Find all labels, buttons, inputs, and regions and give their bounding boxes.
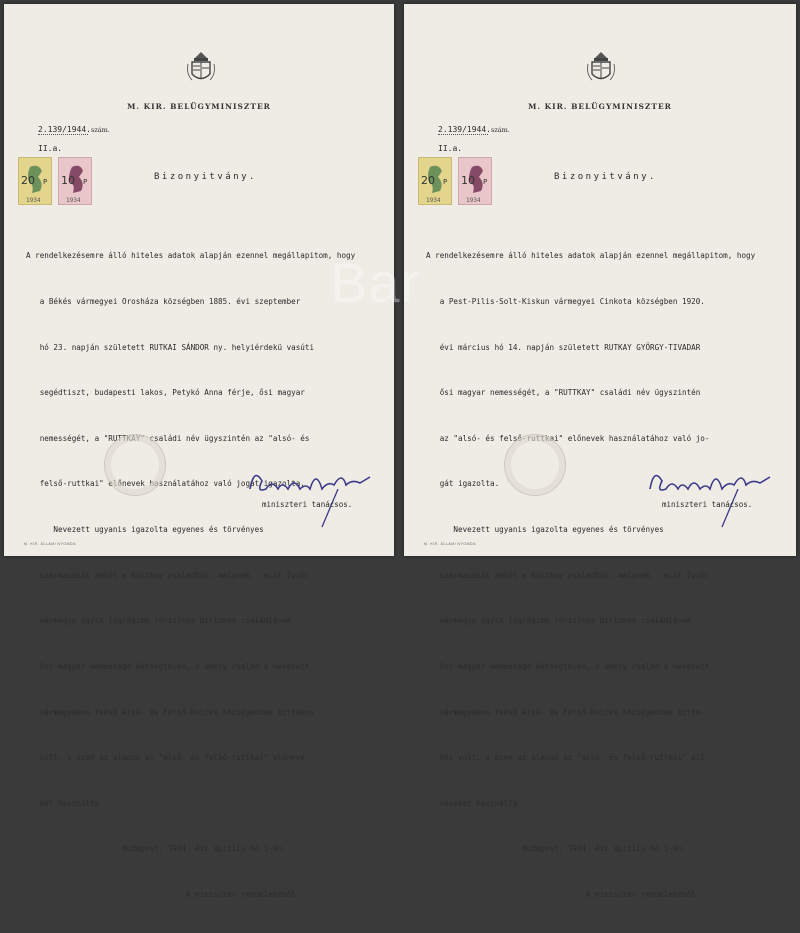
reference-number: 2.139/1944.szám.: [38, 125, 110, 134]
body-line: kos volt, s ezen az alapon az "alsó- és felső-ruttkai" elő-: [426, 753, 710, 763]
stamp-year: 1934: [66, 197, 81, 204]
watermark: Bar: [330, 251, 421, 314]
body-line: ősi magyar nemessége kétségtelen, s amely család a nevezett: [26, 661, 310, 671]
body-line: neveket használta.: [426, 798, 523, 808]
embossed-seal: [504, 434, 566, 496]
stamp-value: 10: [461, 174, 475, 187]
embossed-seal: [104, 434, 166, 496]
signatory-title: miniszteri tanácsos.: [662, 500, 753, 509]
document-title: Bizonyitvány.: [154, 172, 257, 182]
stamp-value: 10: [61, 174, 75, 187]
department-code: II.a.: [38, 144, 63, 153]
revenue-stamp-10p: [58, 157, 92, 205]
document-body: [426, 218, 796, 933]
stamp-unit: P: [443, 178, 448, 186]
body-line: vármegye egyik legrégibb törzsökös birtokos családjának -: [26, 616, 301, 626]
body-line: A rendelkezésemre álló hiteles adatok alapján ezennel megállapitom, hogy: [26, 251, 356, 261]
body-line: felső-ruttkai" előnevek használatához való jogát igazolta.: [26, 479, 305, 489]
body-line: nemességét, a "RUTTKAY" családi név ügyszintén az "alsó- és: [26, 433, 310, 443]
coat-of-arms-icon: [186, 50, 216, 86]
handwritten-signature: [642, 459, 782, 529]
stamp-unit: P: [83, 178, 88, 186]
handwritten-signature: [242, 459, 382, 529]
printer-mark: M. KIR. ÁLLAMI NYOMDA: [24, 542, 76, 546]
stamp-value: 20: [421, 174, 435, 187]
stamp-value: 20: [21, 174, 35, 187]
ministry-header: M. KIR. BELÜGYMINISZTER: [127, 102, 271, 111]
stamp-year: 1934: [426, 197, 441, 204]
department-code: II.a.: [438, 144, 463, 153]
document-page-right: [404, 4, 796, 899]
body-line: vármegye egyik legrégibb törzsökös birtokos családjának -: [426, 616, 701, 626]
document-title: Bizonyitvány.: [554, 172, 657, 182]
body-line: volt, s ezen az alapon az "alsó- és felső-ruttkai" előneve-: [26, 753, 310, 763]
body-line: A miniszter rendeletéből:: [26, 889, 301, 899]
document-body: [26, 218, 396, 933]
document-page-left: [4, 4, 394, 899]
stamp-unit: P: [483, 178, 488, 186]
body-line: ősi magyar nemességét, a "RUTTKAY" családi név ügyszintén: [426, 388, 701, 398]
body-line: Nevezett ugyanis igazolta egyenes és törvényes: [426, 525, 664, 535]
revenue-stamp-10p: [458, 157, 492, 205]
body-line: vármegyében fekvő Alsó- és Felső-Ruttka községekben birtokos: [26, 707, 315, 717]
revenue-stamp-20p: [418, 157, 452, 205]
revenue-stamp-20p: [18, 157, 52, 205]
signatory-title: miniszteri tanácsos.: [262, 500, 353, 509]
body-line: A miniszter rendeletéből:: [426, 889, 701, 899]
printer-mark: M. KIR. ÁLLAMI NYOMDA: [424, 542, 476, 546]
body-line: vármegyében fekvő Alsó- és Felső-Ruttka községekben birto-: [426, 707, 705, 717]
reference-number: 2.139/1944.szám.: [438, 125, 510, 134]
body-line: hó 23. napján született RUTKAI SÁNDOR ny. helyiérdekü vasúti: [26, 342, 315, 352]
coat-of-arms-icon: [586, 50, 616, 86]
body-line: származását abból a Ruttkay családból, melynek - mint Turóc: [426, 570, 710, 580]
body-line: származását abból a Ruttkay családból, melynek - mint Turóc: [26, 570, 310, 580]
body-line: Budapest, 1944. évi április hó 1-én.: [426, 844, 687, 854]
ministry-header: M. KIR. BELÜGYMINISZTER: [528, 102, 672, 111]
body-line: a Békés vármegyei Orosháza községben 1885. évi szeptember: [26, 297, 301, 307]
body-line: Budapest, 1944. évi április hó 1-én.: [26, 844, 287, 854]
stamp-unit: P: [43, 178, 48, 186]
stamp-year: 1934: [26, 197, 41, 204]
body-line: ket használta.: [26, 798, 104, 808]
body-line: a Pest-Pilis-Solt-Kiskun vármegyei Cinkota községben 1920.: [426, 297, 705, 307]
body-line: gát igazolta.: [426, 479, 500, 489]
body-line: A rendelkezésemre álló hiteles adatok alapján ezennel megállapitom, hogy: [426, 251, 756, 261]
body-line: ősi magyar nemessége kétségtelen, s amely család a nevezett: [426, 661, 710, 671]
stamp-year: 1934: [466, 197, 481, 204]
body-line: Nevezett ugyanis igazolta egyenes és törvényes: [26, 525, 264, 535]
body-line: évi március hó 14. napján született RUTKAY GYÖRGY-TIVADAR: [426, 342, 701, 352]
body-line: segédtiszt, budapesti lakos, Petykó Anna férje, ősi magyar: [26, 388, 305, 398]
body-line: az "alsó- és felső-ruttkai" előnevek használatához való jo-: [426, 433, 710, 443]
